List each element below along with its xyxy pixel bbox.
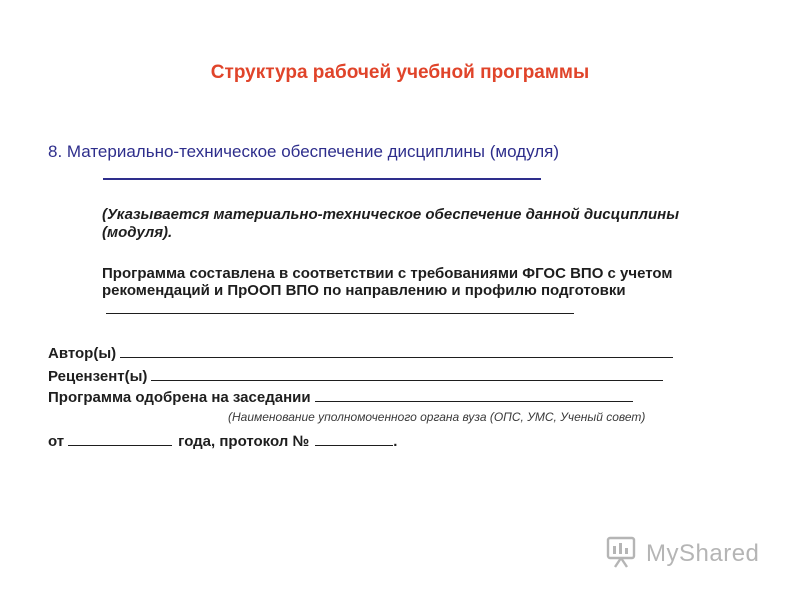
approved-fill-line[interactable] [315, 387, 633, 402]
program-text-block [102, 265, 722, 318]
program-text: Программа составлена в соответствии с требованиями ФГОС ВПО с учетом рекомендаций и ПрООП ВПО по направлению и профилю подготовки [102, 265, 673, 299]
section-heading: 8. Материально-техническое обеспечение дисциплины (модуля) [48, 142, 559, 161]
authority-note: (Наименование уполномоченного органа вуза (ОПС, УМС, Ученый совет) [228, 410, 646, 424]
presentation-board-icon [606, 535, 640, 574]
author-label: Автор(ы) [48, 345, 117, 362]
logo-text: MyShared [646, 540, 760, 567]
author-fill-line[interactable] [120, 343, 673, 358]
myshared-logo [606, 536, 759, 572]
approved-label: Программа одобрена на заседании [48, 389, 311, 406]
profile-fill-line[interactable] [106, 299, 574, 314]
date-suffix: . [393, 433, 398, 450]
reviewer-fill-line[interactable] [151, 366, 663, 381]
protocol-label: года, протокол № [178, 433, 310, 450]
section-underline [103, 178, 541, 180]
date-fill-line[interactable] [68, 431, 172, 446]
protocol-number-fill-line[interactable] [315, 431, 393, 446]
hint-text: (Указывается материально-техническое обеспечение данной дисциплины (модуля). [102, 206, 680, 241]
date-row [48, 431, 397, 450]
approved-row [48, 387, 633, 406]
author-row [48, 343, 673, 362]
date-prefix: от [48, 433, 65, 450]
slide-title: Структура рабочей учебной программы [210, 62, 590, 83]
reviewer-row [48, 366, 663, 385]
reviewer-label: Рецензент(ы) [48, 368, 148, 385]
